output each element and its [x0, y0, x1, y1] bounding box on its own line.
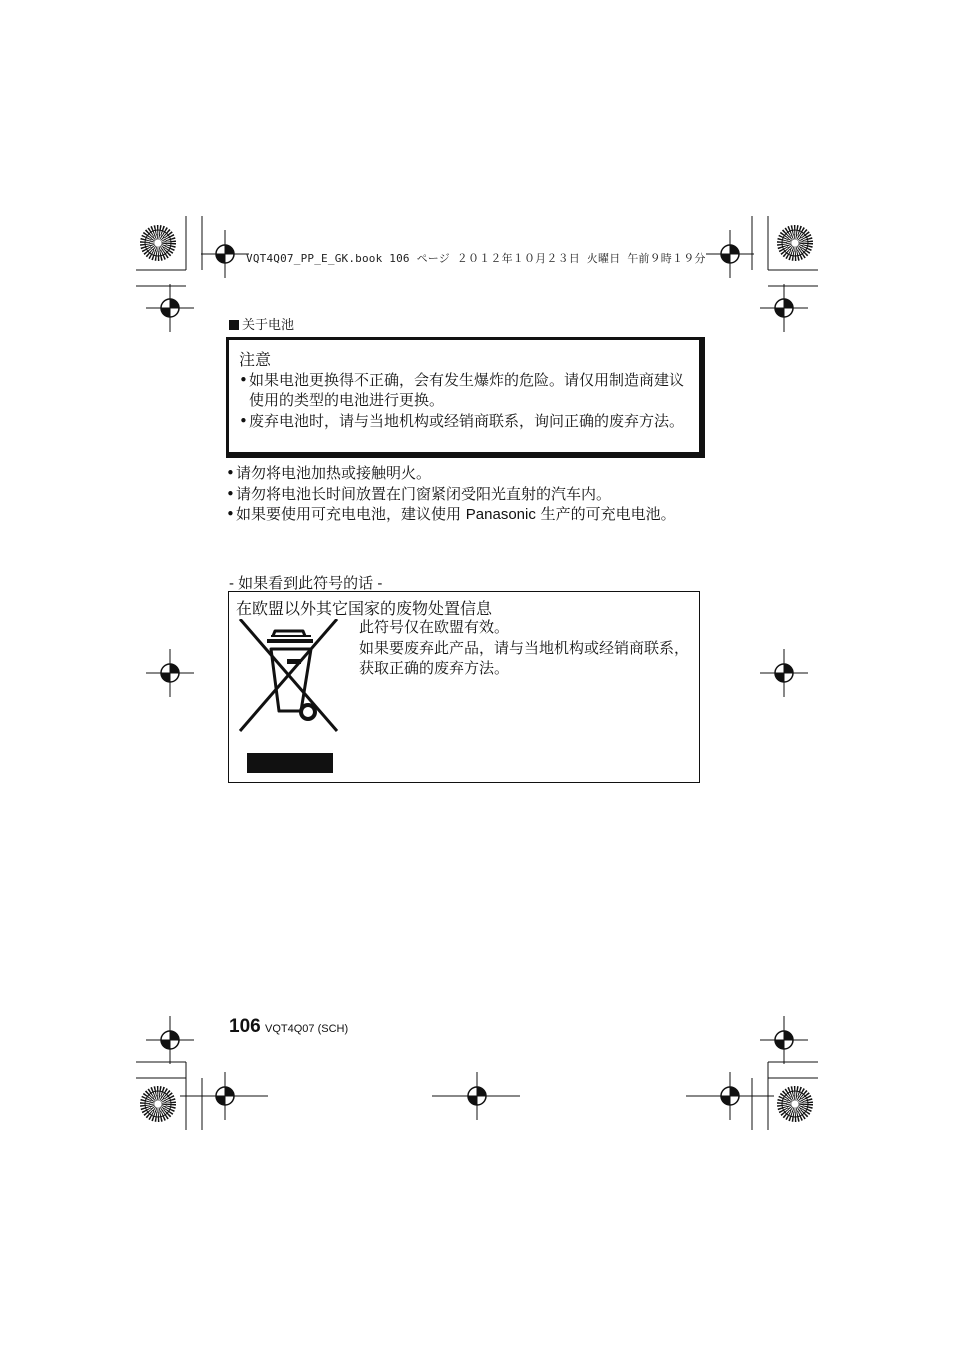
book-header-info: VQT4Q07_PP_E_GK.book 106 ページ ２０１２年１０月２３日 火曜日 午前９時１９分 — [246, 252, 706, 265]
doc-code: VQT4Q07 (SCH) — [265, 1023, 349, 1035]
caution-box — [226, 337, 705, 458]
section-title — [229, 314, 294, 333]
caution-list — [239, 370, 691, 431]
page-number: 106 — [229, 1016, 261, 1037]
caution-item: •废弃电池时，请与当地机构或经销商联系，询问正确的废弃方法。 — [239, 412, 685, 430]
symbol-heading: - 如果看到此符号的话 - — [229, 575, 383, 592]
disposal-info-title: 在欧盟以外其它国家的废物处置信息 — [236, 599, 493, 618]
brand-name: Panasonic — [465, 506, 536, 523]
note-item: •如果要使用可充电电池，建议使用 Panasonic 生产的可充电电池。 — [226, 505, 676, 523]
section-title-text: 关于电池 — [242, 317, 295, 332]
battery-notes — [226, 463, 694, 526]
note-item: •请勿将电池长时间放置在门窗紧闭受阳光直射的汽车内。 — [226, 484, 612, 503]
disposal-line: 如果要废弃此产品，请与当地机构或经销商联系，获取正确的废弃方法。 — [359, 638, 690, 677]
square-bullet-icon — [229, 320, 239, 330]
note-item: •请勿将电池加热或接触明火。 — [226, 464, 432, 482]
crossed-out-wheelie-bin-icon — [237, 619, 341, 777]
caution-item: •如果电池更换得不正确，会有发生爆炸的危险。请仅用制造商建议使用的类型的电池进行更换。 — [239, 371, 685, 409]
disposal-line: 此符号仅在欧盟有效。 — [359, 618, 510, 636]
disposal-info-text — [359, 617, 691, 679]
disposal-info-box — [228, 591, 700, 783]
caution-title: 注意 — [239, 350, 272, 369]
